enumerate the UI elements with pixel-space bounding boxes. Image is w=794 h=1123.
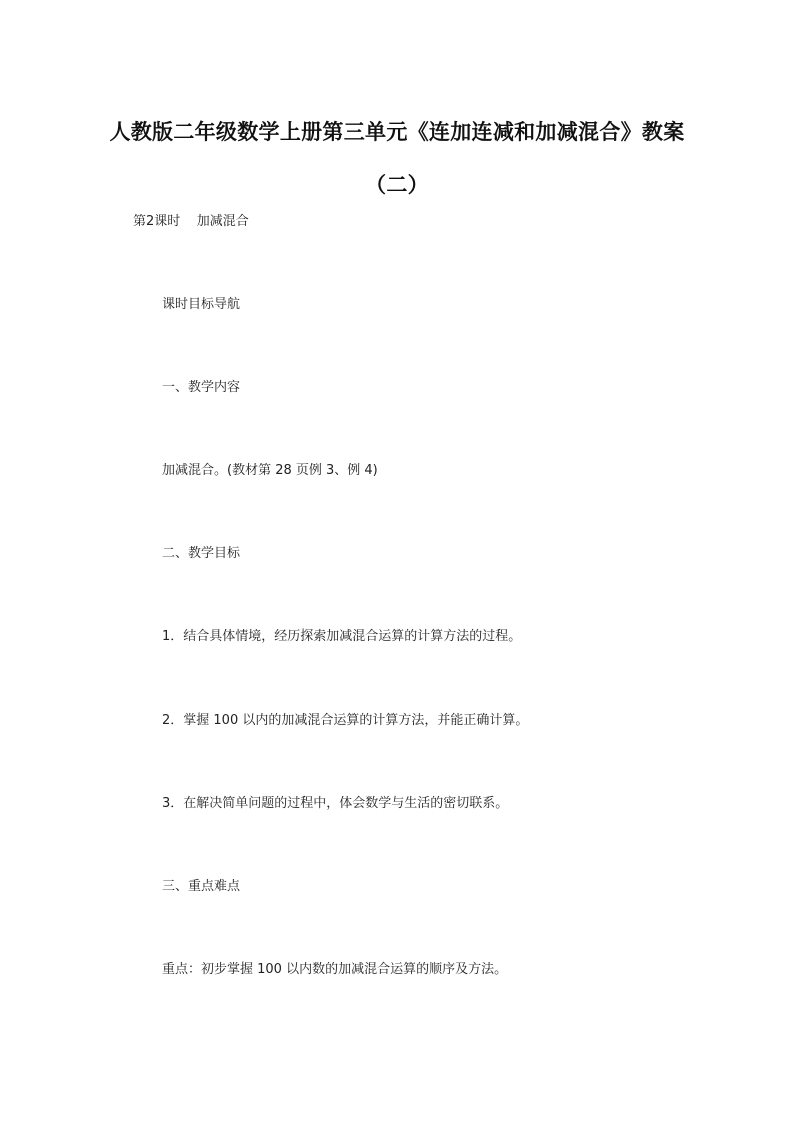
document-title: 人教版二年级数学上册第三单元《连加连减和加减混合》教案 [109, 120, 685, 144]
objective-item-2: 2．掌握 100 以内的加减混合运算的计算方法，并能正确计算。 [162, 713, 529, 728]
section-heading-key-points: 三、重点难点 [162, 879, 241, 894]
lesson-subtitle: 第2课时 加减混合 [133, 214, 249, 229]
key-point-item: 重点：初步掌握 100 以内数的加减混合运算的顺序及方法。 [162, 962, 508, 977]
section-heading-content: 一、教学内容 [162, 380, 241, 395]
section-heading-objectives: 二、教学目标 [162, 546, 241, 561]
section-heading-goals-nav: 课时目标导航 [162, 297, 241, 312]
paragraph-content: 加减混合。(教材第 28 页例 3、例 4) [162, 463, 378, 478]
objective-item-3: 3．在解决简单问题的过程中，体会数学与生活的密切联系。 [162, 796, 509, 811]
document-title-suffix: （二） [365, 173, 429, 197]
objective-item-1: 1．结合具体情境，经历探索加减混合运算的计算方法的过程。 [162, 629, 522, 644]
